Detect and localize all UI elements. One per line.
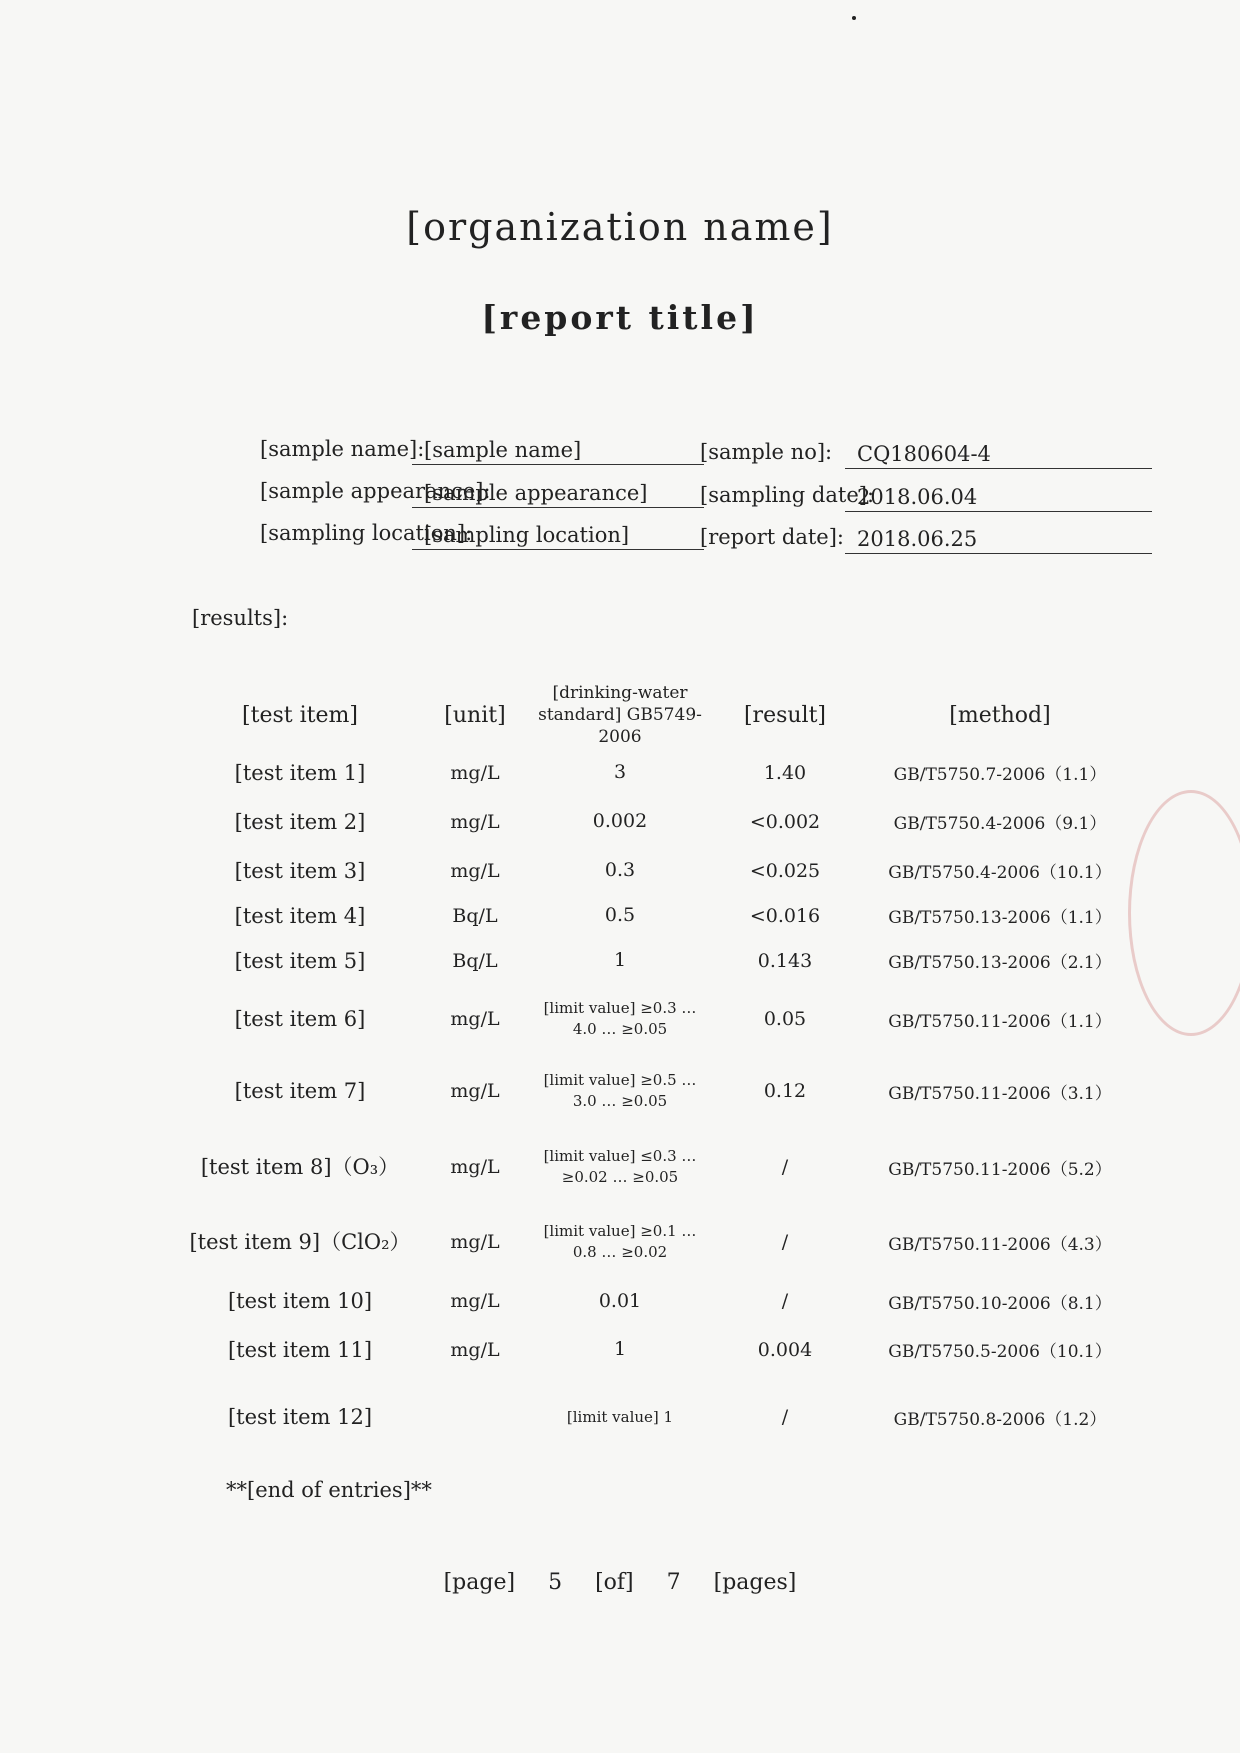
cell-standard: [limit value] 1 — [566, 1407, 674, 1426]
table-row — [180, 1277, 1140, 1325]
sample-no-label: [sample no]: — [700, 440, 833, 464]
report-date-value: 2018.06.25 — [845, 525, 1152, 554]
cell-method: GB/T5750.7-2006（1.1） — [893, 765, 1107, 785]
cell-result: <0.025 — [749, 859, 821, 882]
cell-item: [test item 11] — [227, 1337, 373, 1362]
cell-result: 0.143 — [757, 949, 813, 972]
cell-item: [test item 2] — [234, 809, 366, 834]
cell-result: / — [781, 1290, 789, 1312]
table-row — [180, 1127, 1140, 1207]
footer-page: 5 — [548, 1570, 563, 1595]
cell-method: GB/T5750.8-2006（1.2） — [893, 1409, 1107, 1430]
report-date-label: [report date]: — [700, 525, 844, 549]
cell-unit: mg/L — [450, 810, 500, 833]
table-row — [180, 750, 1140, 795]
cell-standard: [limit value] ≤0.3 … ≥0.02 … ≥0.05 — [543, 1147, 697, 1186]
cell-item: [test item 10] — [227, 1289, 373, 1313]
cell-unit: Bq/L — [452, 949, 498, 972]
cell-unit: mg/L — [450, 1080, 500, 1102]
table-row — [180, 1055, 1140, 1127]
table-row — [180, 983, 1140, 1055]
sample-name-value: [sample name] — [412, 436, 704, 465]
cell-item: [test item 4] — [234, 903, 366, 928]
cell-unit: mg/L — [450, 1231, 500, 1253]
cell-result: 0.004 — [757, 1338, 813, 1361]
cell-item: [test item 8]（O₃） — [200, 1155, 400, 1179]
cell-result: / — [781, 1231, 789, 1253]
cell-item: [test item 1] — [234, 760, 366, 785]
table-row — [180, 893, 1140, 938]
footer-mid: [of] — [595, 1570, 634, 1595]
cell-unit: mg/L — [450, 761, 500, 784]
cell-item: [test item 9]（ClO₂） — [189, 1230, 411, 1254]
cell-standard: [limit value] ≥0.1 … 0.8 … ≥0.02 — [543, 1222, 697, 1261]
sample-name-label: [sample name]: — [260, 437, 425, 461]
header-standard: [drinking-water standard] GB5749-2006 — [538, 683, 702, 747]
cell-method: GB/T5750.11-2006（4.3） — [888, 1234, 1112, 1255]
sampling-date-label: [sampling date]: — [700, 483, 875, 507]
sample-state-value: [sample appearance] — [412, 479, 704, 508]
cell-unit: mg/L — [450, 1290, 500, 1312]
footer-prefix: [page] — [443, 1570, 516, 1595]
footer-total: 7 — [666, 1570, 681, 1595]
cell-item: [test item 3] — [234, 858, 366, 883]
cell-result: 1.40 — [763, 761, 807, 784]
sampling-site-value: [sampling location] — [412, 521, 704, 550]
sample-state-label: [sample appearance]: — [260, 479, 491, 503]
cell-method: GB/T5750.11-2006（3.1） — [888, 1083, 1112, 1104]
header-item: [test item] — [242, 702, 358, 728]
header-method: [method] — [949, 702, 1051, 728]
sampling-date-value: 2018.06.04 — [845, 483, 1152, 512]
cell-method: GB/T5750.5-2006（10.1） — [888, 1342, 1112, 1362]
table-row — [180, 848, 1140, 893]
cell-item: [test item 12] — [227, 1405, 373, 1429]
cell-unit: Bq/L — [452, 904, 498, 927]
cell-standard: 1 — [613, 949, 627, 971]
cell-method: GB/T5750.11-2006（1.1） — [888, 1011, 1112, 1032]
table-row — [180, 795, 1140, 848]
cell-method: GB/T5750.4-2006（9.1） — [893, 814, 1107, 834]
org-title: [organization name] — [406, 205, 834, 249]
cell-standard: 0.5 — [604, 904, 636, 926]
cell-result: <0.002 — [749, 810, 821, 833]
cell-standard: [limit value] ≥0.3 … 4.0 … ≥0.05 — [543, 999, 697, 1038]
cell-method: GB/T5750.10-2006（8.1） — [888, 1293, 1112, 1314]
cell-standard: 0.01 — [598, 1289, 642, 1312]
table-row — [180, 1325, 1140, 1374]
results-label: [results]: — [192, 606, 289, 630]
cell-unit: mg/L — [450, 1008, 500, 1030]
sampling-site-label: [sampling location]: — [260, 521, 473, 545]
cell-result: 0.05 — [763, 1008, 807, 1030]
cell-unit: mg/L — [450, 859, 500, 882]
table-row — [180, 938, 1140, 983]
cell-result: / — [781, 1406, 789, 1428]
cell-standard: 0.3 — [604, 859, 636, 881]
report-title: [report title] — [481, 298, 759, 337]
scan-speck — [852, 16, 856, 20]
cell-method: GB/T5750.13-2006（1.1） — [888, 908, 1112, 928]
cell-result: <0.016 — [749, 904, 821, 927]
table-header-row — [180, 683, 1140, 747]
table-row — [180, 1207, 1140, 1277]
cell-unit: mg/L — [450, 1156, 500, 1178]
cell-standard: 0.002 — [592, 810, 648, 832]
blank-note: **[end of entries]** — [226, 1478, 432, 1502]
cell-standard: 3 — [613, 761, 627, 783]
page-footer — [0, 1570, 1240, 1595]
cell-item: [test item 7] — [234, 1079, 366, 1103]
cell-result: / — [781, 1156, 789, 1178]
cell-method: GB/T5750.13-2006（2.1） — [888, 953, 1112, 973]
seal-stamp-edge — [1128, 790, 1240, 1036]
cell-standard: 1 — [613, 1338, 627, 1360]
cell-method: GB/T5750.4-2006（10.1） — [888, 863, 1112, 883]
cell-method: GB/T5750.11-2006（5.2） — [888, 1159, 1112, 1180]
table-row — [180, 1374, 1140, 1460]
header-result: [result] — [743, 702, 827, 728]
sample-no-value: CQ180604-4 — [845, 440, 1152, 469]
cell-item: [test item 6] — [234, 1007, 366, 1031]
header-unit: [unit] — [444, 702, 506, 728]
cell-result: 0.12 — [763, 1080, 807, 1102]
footer-suffix: [pages] — [713, 1570, 797, 1595]
cell-unit: mg/L — [450, 1338, 500, 1361]
cell-standard: [limit value] ≥0.5 … 3.0 … ≥0.05 — [543, 1071, 697, 1110]
cell-item: [test item 5] — [234, 948, 366, 973]
cell-unit — [420, 1374, 530, 1460]
